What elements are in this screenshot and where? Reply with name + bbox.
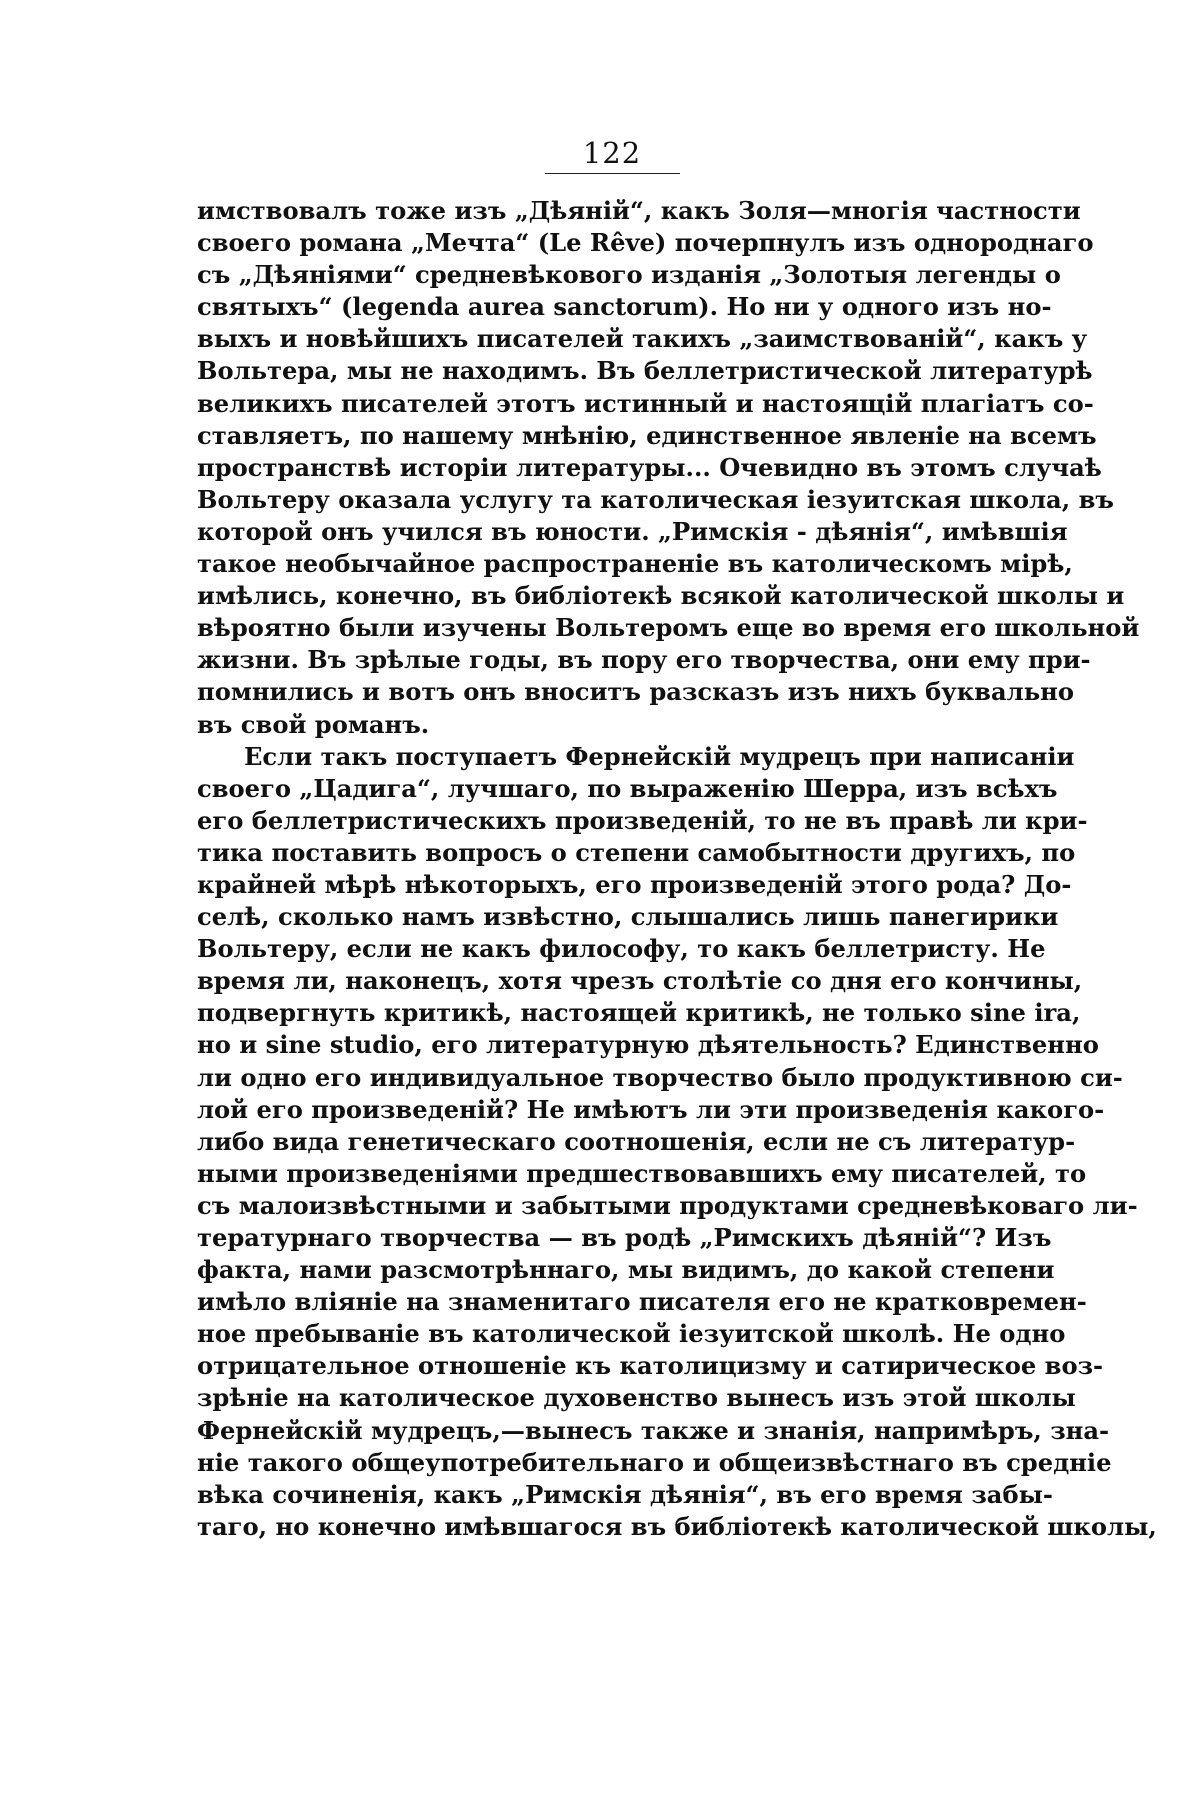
text-line: ными произведеніями предшествовавшихъ ему писателей, то	[197, 1158, 1087, 1188]
text-line: таго, но конечно имѣвшагося въ библіотекѣ католической школы,	[197, 1511, 1157, 1541]
text-line: зрѣніе на католическое духовенство вынесъ изъ этой школы	[197, 1383, 1076, 1413]
text-line: выхъ и новѣйшихъ писателей такихъ „заимствованій“, какъ у	[197, 324, 1088, 354]
text-line: факта, нами разсмотрѣннаго, мы видимъ, до какой степени	[197, 1255, 1055, 1285]
text-line: такое необычайное распространеніе въ католическомъ мірѣ,	[197, 549, 1073, 579]
text-line: тературнаго творчества — въ родѣ „Римскихъ дѣяній“? Изъ	[197, 1223, 1052, 1252]
text-line: ставляетъ, по нашему мнѣнію, единственное явленіе на всемъ	[197, 420, 1097, 450]
text-line: время ли, наконецъ, хотя чрезъ столѣтіе со дня его кончины,	[197, 966, 1083, 996]
text-line: ніе такого общеупотребительнаго и общеизвѣстнаго въ средніе	[197, 1447, 1112, 1477]
text-line: Вольтеру оказала услугу та католическая іезуитская школа, въ	[197, 484, 1114, 514]
text-line: великихъ писателей этотъ истинный и настоящій плагіатъ со-	[197, 388, 1094, 418]
text-line: пространствѣ исторіи литературы... Очевидно въ этомъ случаѣ	[197, 452, 1102, 482]
text-line: имѣло вліяніе на знаменитаго писателя его не кратковремен-	[197, 1287, 1087, 1317]
text-line: имѣлись, конечно, въ библіотекѣ всякой католической школы и	[197, 581, 1125, 611]
text-line: помнились и вотъ онъ вноситъ разсказъ изъ нихъ буквально	[197, 677, 1074, 707]
text-line: Вольтера, мы не находимъ. Въ беллетристической литературѣ	[197, 356, 1093, 386]
text-line: имствовалъ тоже изъ „Дѣяній“, какъ Золя—многія частности	[197, 196, 1081, 225]
text-line: тика поставить вопросъ о степени самобытности другихъ, по	[197, 837, 1076, 867]
text-line: лой его произведеній? Не имѣютъ ли эти произведенія какого-	[197, 1094, 1105, 1124]
text-line: святыхъ“ (legenda aurea sanctorum). Но ни у одного изъ но-	[197, 292, 1052, 322]
text-line: съ малоизвѣстными и забытыми продуктами средневѣковаго ли-	[197, 1190, 1138, 1220]
text-line: но и sine studio, его литературную дѣятельность? Единственно	[197, 1030, 1099, 1060]
text-line: вѣка сочиненія, какъ „Римскія дѣянія“, въ его время забы-	[197, 1479, 1053, 1509]
page-number: 122	[582, 136, 642, 170]
text-line: отрицательное отношеніе къ католицизму и сатирическое воз-	[197, 1351, 1104, 1381]
text-line: ное пребываніе въ католической іезуитской школѣ. Не одно	[197, 1319, 1066, 1349]
text-line: которой онъ учился въ юности. „Римскія - дѣянія“, имѣвшія	[197, 516, 1068, 546]
body-text	[197, 195, 1157, 1543]
text-line: ли одно его индивидуальное творчество было продуктивною си-	[197, 1062, 1123, 1092]
text-line: жизни. Въ зрѣлые годы, въ пору его творчества, они ему при-	[197, 645, 1091, 675]
text-line: съ „Дѣяніями“ средневѣкового изданія „Золотыя легенды о	[197, 260, 1061, 290]
text-line: своего романа „Мечта“ (Le Rêve) почерпнулъ изъ однороднаго	[197, 228, 1094, 258]
page-number-rule	[545, 173, 680, 174]
text-line: Вольтеру, если не какъ философу, то какъ беллетристу. Не	[197, 934, 1046, 964]
paragraph-start-line: Если такъ поступаетъ Фернейскій мудрецъ при написаніи	[244, 741, 1075, 771]
text-line: подвергнуть критикѣ, настоящей критикѣ, не только sine ira,	[197, 998, 1081, 1028]
paragraph-end-line: въ свой романъ.	[197, 709, 430, 739]
text-line: вѣроятно были изучены Вольтеромъ еще во время его школьной	[197, 613, 1140, 643]
text-line: либо вида генетическаго соотношенія, если не съ литератур-	[197, 1126, 1076, 1156]
text-line: крайней мѣрѣ нѣкоторыхъ, его произведеній этого рода? До-	[197, 869, 1072, 899]
text-line: селѣ, сколько намъ извѣстно, слышались лишь панегирики	[197, 902, 1059, 932]
text-line: Фернейскій мудрецъ,—вынесъ также и знанія, напримѣръ, зна-	[197, 1415, 1110, 1445]
text-line: своего „Цадига“, лучшаго, по выраженію Шерра, изъ всѣхъ	[197, 773, 1058, 803]
text-line: его беллетристическихъ произведеній, то не въ правѣ ли кри-	[197, 805, 1088, 835]
